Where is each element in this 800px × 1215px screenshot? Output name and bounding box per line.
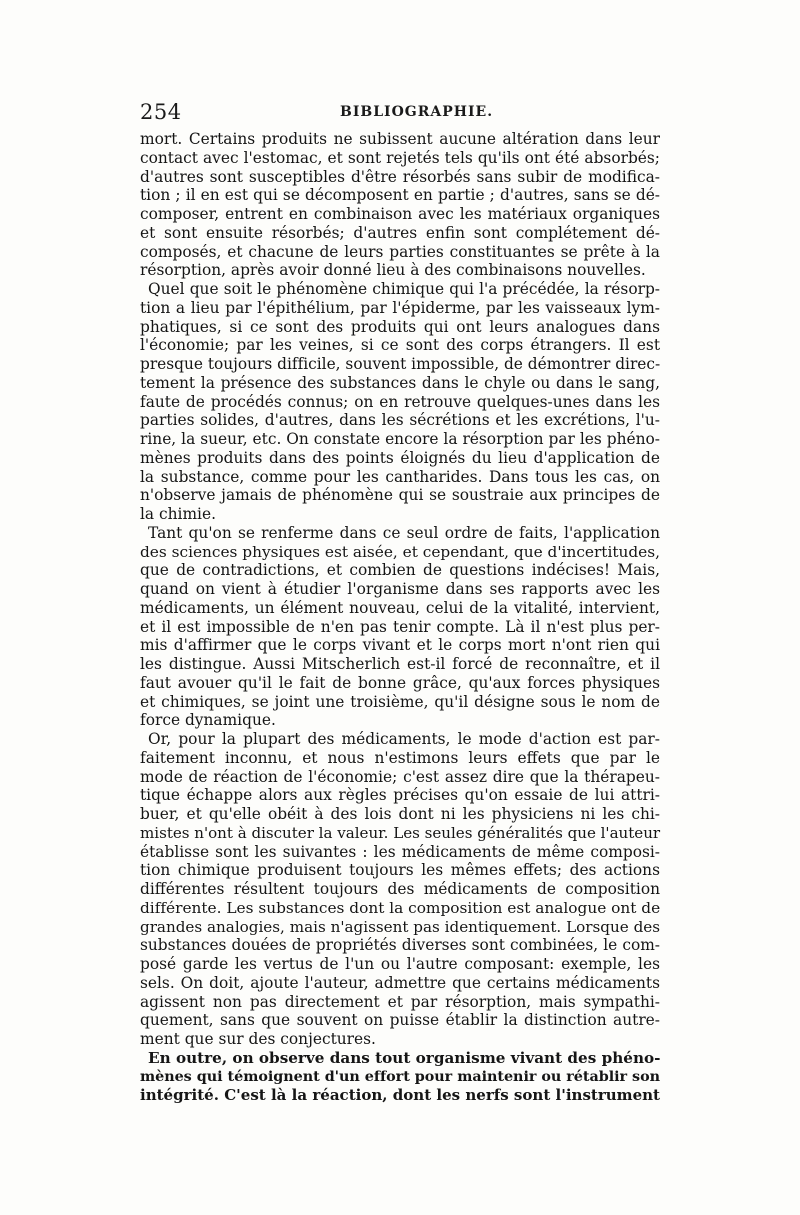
text-line: l'économie; par les veines, si ce sont des corps étrangers. Il est: [140, 336, 660, 355]
text-line: n'observe jamais de phénomène qui se soustraie aux principes de: [140, 486, 660, 505]
text-line: mènes qui témoignent d'un effort pour maintenir ou rétablir son: [140, 1068, 660, 1085]
text-line: tion chimique produisent toujours les mêmes effets; des actions: [140, 861, 660, 880]
text-line: tion a lieu par l'épithélium, par l'épiderme, par les vaisseaux lym-: [140, 298, 660, 317]
text-line: Tant qu'on se renferme dans ce seul ordre de faits, l'application: [148, 523, 660, 542]
text-line: les distingue. Aussi Mitscherlich est-il forcé de reconnaître, et il: [140, 655, 660, 673]
text-line: et sont ensuite résorbés; d'autres enfin sont complétement dé-: [140, 223, 660, 242]
text-line: tion ; il en est qui se décomposent en partie ; d'autres, sans se dé-: [140, 186, 660, 205]
page-header: [140, 100, 660, 126]
text-line: la substance, comme pour les cantharides. Dans tous les cas, on: [140, 467, 660, 486]
text-line: En outre, on observe dans tout organisme vivant des phéno-: [148, 1048, 661, 1067]
text-line: grandes analogies, mais n'agissent pas identiquement. Lorsque des: [140, 917, 660, 936]
text-line: ment que sur des conjectures.: [140, 1030, 376, 1048]
text-line: faut avouer qu'il le fait de bonne grâce, qu'aux forces physiques: [140, 673, 660, 692]
text-line: substances douées de propriétés diverses sont combinées, le com-: [140, 936, 660, 955]
text-line: buer, et qu'elle obéit à des lois dont ni les physiciens ni les chi-: [140, 805, 660, 823]
text-line: quand on vient à étudier l'organisme dans ses rapports avec les: [140, 580, 660, 598]
text-line: différente. Les substances dont la composition est analogue ont de: [140, 898, 661, 917]
text-line: quement, sans que souvent on puisse établir la distinction autre-: [140, 1011, 660, 1030]
text-line: posé garde les vertus de l'un ou l'autre composant: exemple, les: [140, 955, 660, 973]
text-line: et chimiques, se joint une troisième, qu'il désigne sous le nom de: [140, 692, 660, 711]
text-line: Or, pour la plupart des médicaments, le mode d'action est par-: [148, 730, 660, 748]
text-line: établisse sont les suivantes : les médicaments de même composi-: [140, 842, 660, 861]
text-line: composer, entrent en combinaison avec les matériaux organiques: [140, 205, 660, 223]
text-line: des sciences physiques est aisée, et cependant, que d'incertitudes,: [140, 542, 660, 561]
text-line: agissent non pas directement et par résorption, mais sympathi-: [140, 992, 660, 1011]
text-line: mode de réaction de l'économie; c'est assez dire que la thérapeu-: [140, 767, 660, 786]
text-line: tement la présence des substances dans le chyle ou dans le sang,: [140, 373, 660, 392]
text-line: mènes produits dans des points éloignés du lieu d'application de: [140, 448, 660, 467]
text-line: mistes n'ont à discuter la valeur. Les seules généralités que l'auteur: [140, 823, 661, 842]
text-line: tique échappe alors aux règles précises qu'on essaie de lui attri-: [140, 786, 660, 805]
page-number: 254: [140, 100, 182, 124]
text-line: intégrité. C'est là la réaction, dont les nerfs sont l'instrument: [140, 1086, 660, 1105]
text-line: composés, et chacune de leurs parties constituantes se prête à la: [140, 242, 660, 261]
text-line: que de contradictions, et combien de questions indécises! Mais,: [140, 561, 660, 580]
text-line: médicaments, un élément nouveau, celui de la vitalité, intervient,: [140, 598, 660, 617]
text-line: mort. Certains produits ne subissent aucune altération dans leur: [140, 130, 660, 148]
text-line: faute de procédés connus; on en retrouve quelques-unes dans les: [140, 392, 660, 411]
text-line: contact avec l'estomac, et sont rejetés tels qu'ils ont été absorbés;: [140, 148, 660, 167]
text-line: parties solides, d'autres, dans les sécrétions et les excrétions, l'u-: [140, 411, 660, 430]
text-line: presque toujours difficile, souvent impossible, de démontrer direc-: [140, 355, 661, 373]
running-head: BIBLIOGRAPHIE.: [340, 104, 494, 120]
text-line: résorption, après avoir donné lieu à des combinaisons nouvelles.: [140, 261, 646, 280]
text-line: phatiques, si ce sont des produits qui ont leurs analogues dans: [140, 317, 660, 336]
text-line: mis d'affirmer que le corps vivant et le corps mort n'ont rien qui: [140, 636, 660, 655]
text-line: d'autres sont susceptibles d'être résorbés sans subir de modifica-: [140, 167, 660, 186]
text-line: la chimie.: [140, 505, 216, 523]
text-line: sels. On doit, ajoute l'auteur, admettre que certains médicaments: [140, 973, 660, 992]
text-line: force dynamique.: [140, 711, 276, 730]
body-text: [140, 130, 660, 1105]
text-line: différentes résultent toujours des médicaments de composition: [140, 880, 660, 898]
text-line: et il est impossible de n'en pas tenir compte. Là il n'est plus per-: [140, 617, 660, 636]
text-line: rine, la sueur, etc. On constate encore la résorption par les phéno-: [140, 430, 660, 448]
text-line: faitement inconnu, et nous n'estimons leurs effets que par le: [140, 748, 660, 767]
text-line: Quel que soit le phénomène chimique qui l'a précédée, la résorp-: [148, 280, 660, 298]
